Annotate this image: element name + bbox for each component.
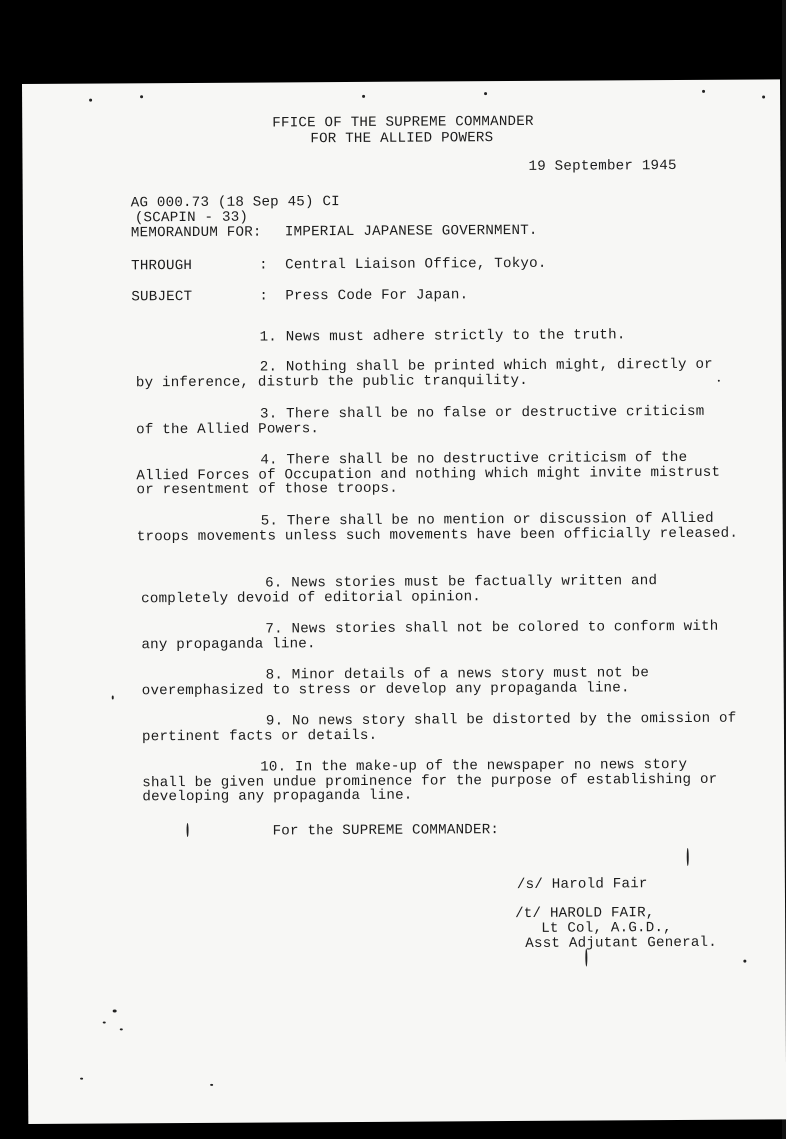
code-item-10 xyxy=(142,758,722,805)
scan-speck xyxy=(484,92,487,95)
scan-speck xyxy=(113,1009,117,1012)
typed-name: /t/ HAROLD FAIR, xyxy=(515,905,655,923)
scan-speck xyxy=(743,960,746,963)
for-commander-line: For the SUPREME COMMANDER: xyxy=(272,822,500,840)
scan-speck xyxy=(762,95,765,98)
scan-speck xyxy=(362,95,365,98)
code-item-5 xyxy=(137,512,745,545)
through-separator: : xyxy=(259,257,268,274)
code-item-8 xyxy=(142,666,732,699)
scan-speck xyxy=(687,848,689,866)
code-item-text: 5. There shall be no mention or discussion of Allied troops movements unless such movements have been officially released. xyxy=(136,510,739,545)
film-frame-edge xyxy=(786,0,800,1139)
code-item-text: 10. In the make-up of the newspaper no news story shall be given undue prominence for the purpose of establishing or developing any propaganda line. xyxy=(142,756,718,806)
header-allied-powers-line: FOR THE ALLIED POWERS xyxy=(310,130,494,148)
code-item-text: 3. There shall be no false or destructive criticism of the Allied Powers. xyxy=(136,403,705,438)
header-office-line: FFICE OF THE SUPREME COMMANDER xyxy=(272,113,534,132)
scan-speck xyxy=(120,1028,123,1030)
scan-speck xyxy=(140,95,143,98)
subject-label: SUBJECT xyxy=(131,288,193,306)
code-item-text: 9. No news story shall be distorted by the omission of pertinent facts or details. xyxy=(141,710,737,745)
scan-speck xyxy=(210,1084,213,1086)
code-item-4 xyxy=(136,451,726,498)
scan-speck xyxy=(89,99,92,102)
scapin-number: (SCAPIN - 33) xyxy=(134,209,249,227)
through-label: THROUGH xyxy=(131,257,193,275)
signer-rank: Lt Col, A.G.D., xyxy=(541,920,672,937)
reference-number: AG 000.73 (18 Sep 45) CI xyxy=(130,194,340,212)
code-item-text: 4. There shall be no destructive criticism of the Allied Forces of Occupation and nothing which might invite mistrust or resentment of those troops. xyxy=(136,449,721,499)
code-item-text: 8. Minor details of a news story must not be overemphasized to stress or develop any propaganda line. xyxy=(141,665,650,699)
code-item-2 xyxy=(136,358,726,391)
through-value: Central Liaison Office, Tokyo. xyxy=(285,255,547,274)
subject-value: Press Code For Japan. xyxy=(285,287,469,305)
code-item-7 xyxy=(141,620,721,653)
document-date: 19 September 1945 xyxy=(528,158,677,175)
signer-title: Asst Adjutant General. xyxy=(525,934,718,952)
code-item-6 xyxy=(141,574,701,607)
code-item-9 xyxy=(142,712,742,745)
memo-for-recipient: IMPERIAL JAPANESE GOVERNMENT. xyxy=(284,222,538,241)
subject-separator: : xyxy=(259,288,269,305)
scan-speck xyxy=(112,695,114,699)
code-item-text: 2. Nothing shall be printed which might, directly or by inference, disturb the public tranquility. xyxy=(135,356,713,391)
code-item-text: 6. News stories must be factually written and completely devoid of editorial opinion. xyxy=(141,573,658,607)
signature-line: /s/ Harold Fair xyxy=(516,876,648,893)
scan-speck xyxy=(103,1022,106,1024)
code-item-3 xyxy=(136,405,726,438)
paper-sheet xyxy=(22,79,786,1124)
code-item-1 xyxy=(136,328,726,346)
scan-speck xyxy=(80,1078,83,1080)
scan-speck xyxy=(702,90,705,93)
code-item-text: 1. News must adhere strictly to the truth. xyxy=(259,327,626,346)
code-item-text: 7. News stories shall not be colored to conform with any propaganda line. xyxy=(141,618,719,653)
scan-speck xyxy=(187,823,189,837)
memo-for-label: MEMORANDUM FOR: xyxy=(130,224,262,242)
